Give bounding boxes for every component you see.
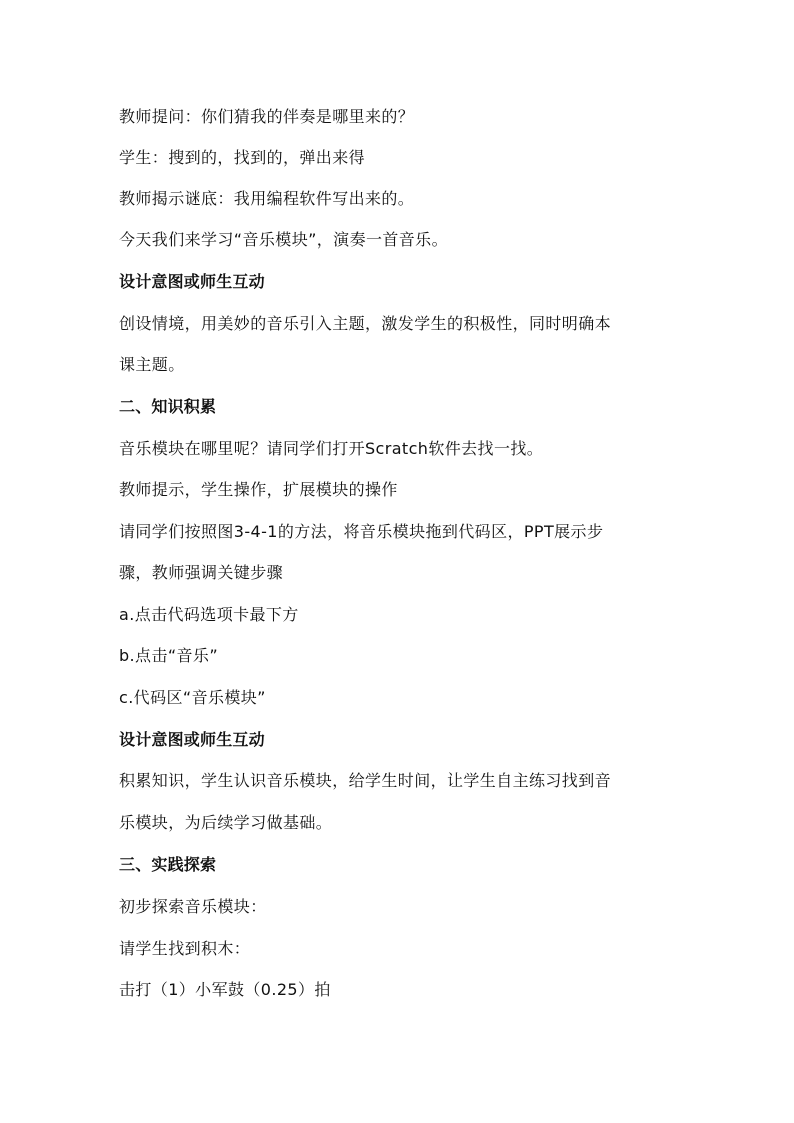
- text-line-instructions-b: 骤，教师强调关键步骤: [119, 563, 284, 582]
- text-line-today-topic: 今天我们来学习“音乐模块”，演奏一首音乐。: [119, 230, 448, 249]
- text-line-teacher-hint: 教师提示，学生操作，扩展模块的操作: [119, 480, 398, 499]
- section-heading-design-intent-1: 设计意图或师生互动: [119, 272, 265, 291]
- text-line-step-c: c.代码区“音乐模块”: [119, 688, 266, 707]
- text-line-instructions-a: 请同学们按照图3-4-1的方法，将音乐模块拖到代码区，PPT展示步: [119, 522, 604, 541]
- text-line-where-module: 音乐模块在哪里呢？请同学们打开Scratch软件去找一找。: [119, 439, 544, 458]
- text-line-design-intent-1a: 创设情境，用美妙的音乐引入主题，激发学生的积极性，同时明确本: [119, 314, 612, 333]
- section-heading-knowledge: 二、知识积累: [119, 397, 217, 416]
- text-line-design-intent-2a: 积累知识，学生认识音乐模块，给学生时间，让学生自主练习找到音: [119, 771, 612, 790]
- text-line-drum-block: 击打（1）小军鼓（0.25）拍: [119, 980, 331, 999]
- text-line-student-answer: 学生：搜到的，找到的，弹出来得: [119, 148, 366, 167]
- text-line-step-b: b.点击“音乐”: [119, 646, 219, 665]
- text-line-step-a: a.点击代码选项卡最下方: [119, 605, 299, 624]
- section-heading-practice: 三、实践探索: [119, 855, 217, 874]
- text-line-teacher-reveal: 教师揭示谜底：我用编程软件写出来的。: [119, 189, 415, 208]
- text-line-find-blocks: 请学生找到积木：: [119, 939, 251, 958]
- text-line-design-intent-2b: 乐模块，为后续学习做基础。: [119, 813, 333, 832]
- section-heading-design-intent-2: 设计意图或师生互动: [119, 730, 265, 749]
- text-line-design-intent-1b: 课主题。: [119, 355, 185, 374]
- text-line-teacher-question: 教师提问：你们猜我的伴奏是哪里来的？: [119, 107, 415, 126]
- text-line-explore-module: 初步探索音乐模块：: [119, 897, 267, 916]
